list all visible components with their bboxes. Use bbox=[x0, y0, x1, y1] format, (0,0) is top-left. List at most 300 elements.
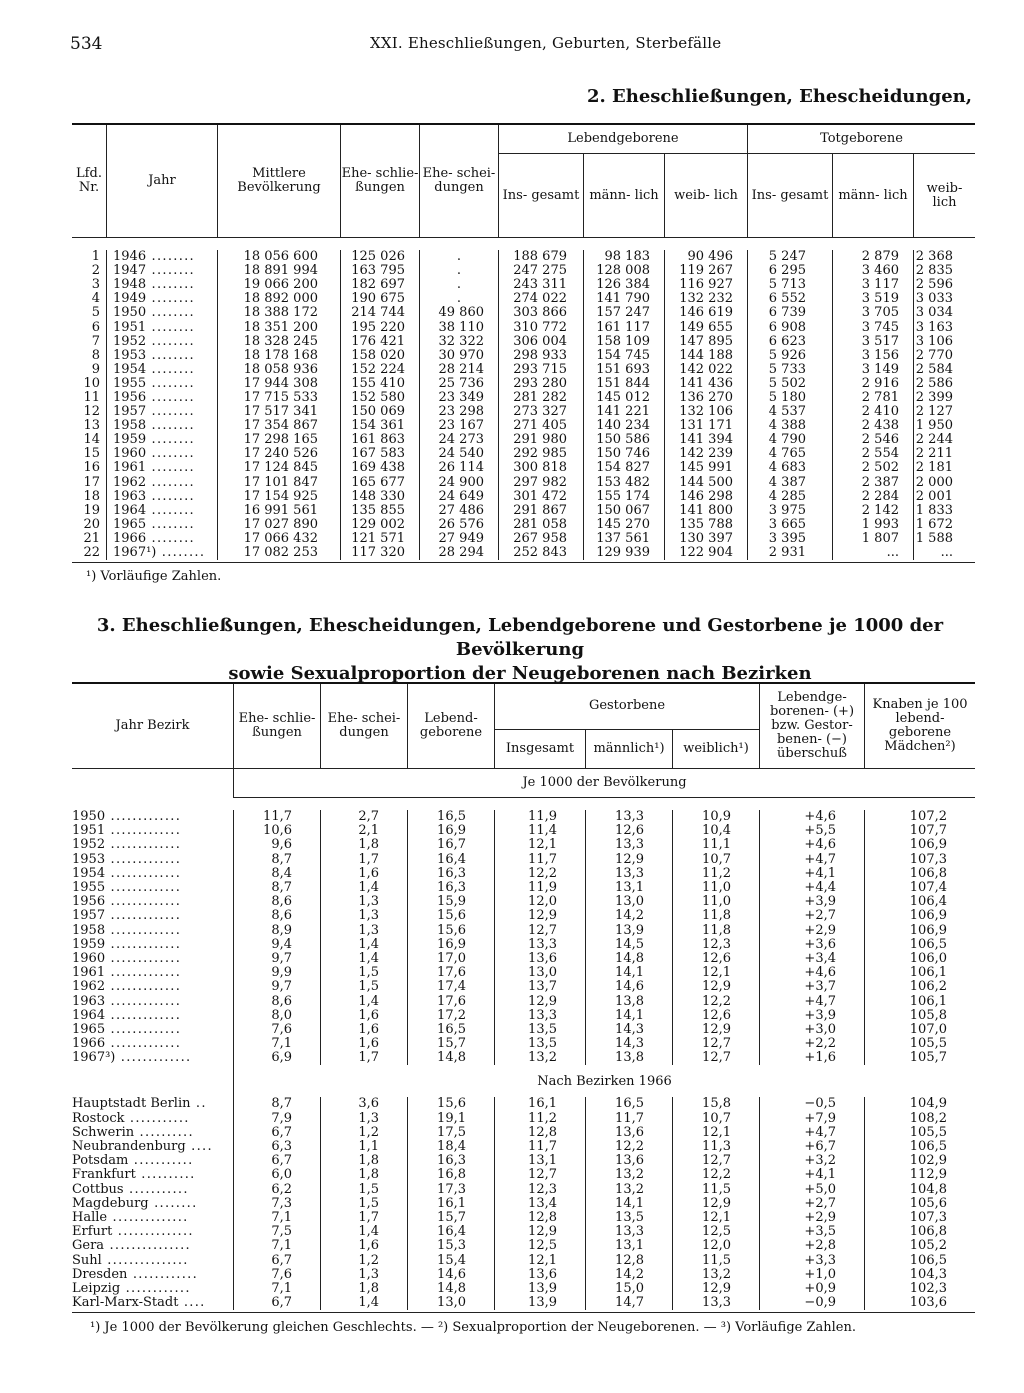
mittlere-bev-cell: 17 154 925 bbox=[218, 490, 341, 504]
jahr-cell bbox=[107, 264, 218, 278]
eheschl-cell: 7,1 bbox=[234, 1037, 321, 1051]
lfd-nr-cell: 20 bbox=[72, 518, 107, 532]
tot-insgesamt-cell: 5 247 bbox=[748, 250, 833, 264]
ehesch-cell: 1,1 bbox=[321, 1140, 408, 1154]
lebend-maennlich-cell: 155 174 bbox=[584, 490, 665, 504]
gest-maennlich-cell: 13,6 bbox=[586, 1154, 673, 1168]
gest-maennlich-cell: 13,8 bbox=[586, 1051, 673, 1065]
table-row bbox=[72, 1009, 975, 1023]
lfd-nr-cell: 18 bbox=[72, 490, 107, 504]
bezirk-label: Rostock bbox=[72, 1110, 125, 1126]
ueberschuss-cell: +4,6 bbox=[760, 966, 865, 980]
leader-dots: ........ bbox=[146, 488, 195, 504]
gest-insgesamt-cell: 13,5 bbox=[495, 1037, 586, 1051]
eheschl-cell: 154 361 bbox=[341, 419, 420, 433]
jahr-label: 1960 bbox=[113, 446, 147, 462]
lebend-cell: 16,3 bbox=[408, 867, 495, 881]
gest-weiblich-cell: 11,8 bbox=[673, 909, 760, 923]
header3-knaben: Knaben je 100 lebend- geborene Mädchen²) bbox=[872, 697, 968, 754]
gest-insgesamt-cell: 13,6 bbox=[495, 952, 586, 966]
eheschl-cell: 6,7 bbox=[234, 1126, 321, 1140]
jahr-cell bbox=[72, 838, 234, 852]
ueberschuss-cell: +2,9 bbox=[760, 924, 865, 938]
gest-maennlich-cell: 12,2 bbox=[586, 1140, 673, 1154]
gest-insgesamt-cell: 13,2 bbox=[495, 1051, 586, 1065]
gest-maennlich-cell: 14,2 bbox=[586, 1268, 673, 1282]
jahr-label: 1967³) bbox=[72, 1050, 116, 1066]
gest-weiblich-cell: 15,8 bbox=[673, 1097, 760, 1111]
tot-weiblich-cell: 2 368 bbox=[915, 249, 953, 265]
eheschl-cell: 8,7 bbox=[234, 881, 321, 895]
knaben-cell: 107,4 bbox=[909, 880, 947, 896]
bezirk-label: Neubrandenburg bbox=[72, 1139, 186, 1155]
table-row bbox=[72, 250, 975, 264]
ehesch-cell: 24 649 bbox=[420, 490, 499, 504]
gest-maennlich-cell: 13,9 bbox=[586, 924, 673, 938]
knaben-cell: 105,5 bbox=[909, 1124, 947, 1140]
ueberschuss-cell: +5,0 bbox=[760, 1183, 865, 1197]
header3-ehescheidungen: Ehe- schei- dungen bbox=[321, 683, 408, 769]
leader-dots: ............. bbox=[105, 1021, 182, 1037]
jahr-cell bbox=[72, 867, 234, 881]
tot-insgesamt-cell: 3 665 bbox=[748, 518, 833, 532]
gest-insgesamt-cell: 12,8 bbox=[495, 1211, 586, 1225]
tot-maennlich-cell: 2 284 bbox=[833, 490, 914, 504]
gest-weiblich-cell: 10,7 bbox=[673, 853, 760, 867]
bezirk-cell bbox=[72, 1296, 234, 1310]
header-ehescheidungen: Ehe- schei- dungen bbox=[420, 124, 499, 238]
lebend-cell: 15,6 bbox=[408, 909, 495, 923]
bezirk-label: Suhl bbox=[72, 1252, 102, 1268]
tot-weiblich-cell: 2 001 bbox=[915, 488, 953, 504]
mittlere-bev-cell: 18 388 172 bbox=[218, 306, 341, 320]
jahr-label: 1950 bbox=[72, 809, 106, 825]
lebend-weiblich-cell: 145 991 bbox=[665, 461, 748, 475]
gest-maennlich-cell: 13,3 bbox=[586, 1225, 673, 1239]
gest-maennlich-cell: 14,1 bbox=[586, 1197, 673, 1211]
eheschl-cell: 8,4 bbox=[234, 867, 321, 881]
table3-body bbox=[72, 810, 975, 1313]
table-row bbox=[72, 320, 975, 334]
gest-insgesamt-cell: 11,2 bbox=[495, 1112, 586, 1126]
tot-maennlich-cell: 2 879 bbox=[833, 250, 914, 264]
ueberschuss-cell: +2,9 bbox=[760, 1211, 865, 1225]
tot-insgesamt-cell: 4 537 bbox=[748, 405, 833, 419]
lebend-maennlich-cell: 151 844 bbox=[584, 377, 665, 391]
eheschl-cell: 195 220 bbox=[341, 320, 420, 334]
eheschl-cell: 150 069 bbox=[341, 405, 420, 419]
eheschl-cell: 7,3 bbox=[234, 1197, 321, 1211]
table3-title-line1: 3. Eheschließungen, Ehescheidungen, Lebendgeborene und Gestorbene je 1000 der Bevölkerung bbox=[96, 615, 944, 660]
table-row bbox=[72, 853, 975, 867]
bezirk-cell bbox=[72, 1126, 234, 1140]
ehesch-cell: 23 167 bbox=[420, 419, 499, 433]
lebend-cell: 15,7 bbox=[408, 1037, 495, 1051]
bezirk-label: Frankfurt bbox=[72, 1167, 136, 1183]
lebend-maennlich-cell: 150 067 bbox=[584, 504, 665, 518]
jahr-cell bbox=[107, 504, 218, 518]
mittlere-bev-cell: 18 892 000 bbox=[218, 292, 341, 306]
lebend-cell: 16,5 bbox=[408, 810, 495, 824]
lebend-maennlich-cell: 145 012 bbox=[584, 391, 665, 405]
gest-maennlich-cell: 13,1 bbox=[586, 881, 673, 895]
bezirk-cell bbox=[72, 1168, 234, 1182]
leader-dots: .... bbox=[178, 1295, 206, 1311]
mittlere-bev-cell: 17 944 308 bbox=[218, 377, 341, 391]
lebend-maennlich-cell: 150 746 bbox=[584, 447, 665, 461]
lebend-maennlich-cell: 151 693 bbox=[584, 363, 665, 377]
ueberschuss-cell: −0,9 bbox=[760, 1296, 865, 1310]
tot-insgesamt-cell: 5 713 bbox=[748, 278, 833, 292]
jahr-cell bbox=[72, 924, 234, 938]
lebend-weiblich-cell: 131 171 bbox=[665, 419, 748, 433]
eheschl-cell: 129 002 bbox=[341, 518, 420, 532]
jahr-cell bbox=[107, 546, 218, 560]
jahr-label: 1961 bbox=[72, 965, 106, 981]
gest-weiblich-cell: 12,6 bbox=[673, 952, 760, 966]
leader-dots: ............. bbox=[105, 908, 182, 924]
jahr-label: 1966 bbox=[72, 1036, 106, 1052]
table-row bbox=[72, 349, 975, 363]
jahr-cell bbox=[72, 824, 234, 838]
leader-dots: ............. bbox=[105, 993, 182, 1009]
ehesch-cell: 1,8 bbox=[321, 1154, 408, 1168]
gest-weiblich-cell: 10,4 bbox=[673, 824, 760, 838]
mittlere-bev-cell: 18 351 200 bbox=[218, 320, 341, 334]
lfd-nr-cell: 6 bbox=[72, 320, 107, 334]
gest-maennlich-cell: 11,7 bbox=[586, 1112, 673, 1126]
ueberschuss-cell: +3,7 bbox=[760, 980, 865, 994]
tot-weiblich-cell: 2 244 bbox=[915, 432, 953, 448]
ehesch-cell: 1,3 bbox=[321, 895, 408, 909]
gest-weiblich-cell: 11,5 bbox=[673, 1253, 760, 1267]
knaben-cell: 105,7 bbox=[909, 1050, 947, 1066]
lebend-weiblich-cell: 144 500 bbox=[665, 476, 748, 490]
gest-maennlich-cell: 13,0 bbox=[586, 895, 673, 909]
jahr-label: 1967¹) bbox=[113, 545, 157, 561]
ehesch-cell: 1,7 bbox=[321, 1051, 408, 1065]
jahr-label: 1965 bbox=[113, 516, 147, 532]
lfd-nr-cell: 14 bbox=[72, 433, 107, 447]
jahr-label: 1950 bbox=[113, 305, 147, 321]
lebend-weiblich-cell: 146 298 bbox=[665, 490, 748, 504]
gest-maennlich-cell: 13,2 bbox=[586, 1168, 673, 1182]
table-row bbox=[72, 278, 975, 292]
lebend-weiblich-cell: 146 619 bbox=[665, 306, 748, 320]
table-row bbox=[72, 952, 975, 966]
tot-maennlich-cell: 3 517 bbox=[833, 335, 914, 349]
lebend-weiblich-cell: 132 106 bbox=[665, 405, 748, 419]
knaben-cell: 106,0 bbox=[909, 950, 947, 966]
ehesch-cell: 32 322 bbox=[420, 335, 499, 349]
eheschl-cell: 9,9 bbox=[234, 966, 321, 980]
header-lfd-nr: Lfd. Nr. bbox=[72, 124, 107, 238]
leader-dots: ........ bbox=[148, 1195, 198, 1211]
tot-weiblich-cell: 2 211 bbox=[915, 446, 953, 462]
table-row bbox=[72, 881, 975, 895]
leader-dots: ............. bbox=[115, 1050, 192, 1066]
tot-insgesamt-cell: 6 552 bbox=[748, 292, 833, 306]
tot-maennlich-cell: 2 410 bbox=[833, 405, 914, 419]
gest-weiblich-cell: 13,3 bbox=[673, 1296, 760, 1310]
ehesch-cell: 1,6 bbox=[321, 1009, 408, 1023]
leader-dots: ........ bbox=[146, 277, 195, 293]
gest-insgesamt-cell: 13,0 bbox=[495, 966, 586, 980]
ehesch-cell: 28 294 bbox=[420, 546, 499, 560]
table-row bbox=[72, 1183, 975, 1197]
jahr-cell bbox=[107, 292, 218, 306]
lebend-cell: 14,6 bbox=[408, 1268, 495, 1282]
jahr-cell bbox=[72, 909, 234, 923]
jahr-label: 1964 bbox=[72, 1007, 106, 1023]
leader-dots: ............. bbox=[105, 851, 182, 867]
lebend-cell: 15,6 bbox=[408, 1097, 495, 1111]
ueberschuss-cell: +3,4 bbox=[760, 952, 865, 966]
gest-weiblich-cell: 12,6 bbox=[673, 1009, 760, 1023]
leader-dots: ............. bbox=[105, 979, 182, 995]
eheschl-cell: 158 020 bbox=[341, 349, 420, 363]
table-row bbox=[72, 1239, 975, 1253]
lebend-maennlich-cell: 154 827 bbox=[584, 461, 665, 475]
leader-dots: ............ bbox=[120, 1280, 191, 1296]
ueberschuss-cell: +4,6 bbox=[760, 810, 865, 824]
tot-weiblich-cell: 3 033 bbox=[915, 291, 953, 307]
tot-weiblich-cell: 2 835 bbox=[915, 263, 953, 279]
knaben-cell: 103,6 bbox=[909, 1295, 947, 1311]
knaben-cell: 107,3 bbox=[909, 1209, 947, 1225]
ehesch-cell: 1,4 bbox=[321, 938, 408, 952]
leader-dots: ........ bbox=[146, 460, 195, 476]
jahr-label: 1956 bbox=[113, 389, 147, 405]
bezirk-cell bbox=[72, 1140, 234, 1154]
gest-weiblich-cell: 11,3 bbox=[673, 1140, 760, 1154]
bezirk-cell bbox=[72, 1211, 234, 1225]
lebend-maennlich-cell: 129 939 bbox=[584, 546, 665, 560]
lfd-nr-cell: 11 bbox=[72, 391, 107, 405]
leader-dots: ............. bbox=[105, 823, 182, 839]
knaben-cell: 106,4 bbox=[909, 894, 947, 910]
tot-maennlich-cell: 2 142 bbox=[833, 504, 914, 518]
lebend-weiblich-cell: 144 188 bbox=[665, 349, 748, 363]
ueberschuss-cell: +3,9 bbox=[760, 895, 865, 909]
gest-weiblich-cell: 13,2 bbox=[673, 1268, 760, 1282]
eheschl-cell: 125 026 bbox=[341, 250, 420, 264]
leader-dots: ........ bbox=[146, 502, 195, 518]
bezirk-cell bbox=[72, 1268, 234, 1282]
tot-insgesamt-cell: 6 623 bbox=[748, 335, 833, 349]
ehesch-cell: 27 949 bbox=[420, 532, 499, 546]
header-lebend-weiblich: weib- lich bbox=[665, 154, 748, 238]
leader-dots: ........ bbox=[156, 545, 206, 561]
header-totgeborene: Totgeborene bbox=[748, 124, 976, 154]
eheschl-cell: 161 863 bbox=[341, 433, 420, 447]
lebend-cell: 19,1 bbox=[408, 1112, 495, 1126]
tot-weiblich-cell: 2 596 bbox=[915, 277, 953, 293]
jahr-cell bbox=[107, 433, 218, 447]
gest-weiblich-cell: 12,1 bbox=[673, 1211, 760, 1225]
eheschl-cell: 6,9 bbox=[234, 1051, 321, 1065]
lebend-cell: 17,4 bbox=[408, 980, 495, 994]
jahr-cell bbox=[107, 363, 218, 377]
ueberschuss-cell: +0,9 bbox=[760, 1282, 865, 1296]
gest-weiblich-cell: 12,9 bbox=[673, 1282, 760, 1296]
jahr-label: 1966 bbox=[113, 530, 147, 546]
eheschl-cell: 6,0 bbox=[234, 1168, 321, 1182]
table-row bbox=[72, 532, 975, 546]
tot-weiblich-cell: 3 163 bbox=[915, 319, 953, 335]
gest-maennlich-cell: 13,2 bbox=[586, 1183, 673, 1197]
lebend-cell: 17,6 bbox=[408, 994, 495, 1008]
leader-dots: ............. bbox=[105, 922, 182, 938]
lfd-nr-cell: 2 bbox=[72, 264, 107, 278]
jahr-cell bbox=[107, 320, 218, 334]
ehesch-cell: 2,1 bbox=[321, 824, 408, 838]
header3-lebendgeborene: Lebend- geborene bbox=[408, 683, 495, 769]
header-tot-maennlich: männ- lich bbox=[833, 154, 914, 238]
gest-weiblich-cell: 12,1 bbox=[673, 966, 760, 980]
leader-dots: ............. bbox=[105, 809, 182, 825]
lfd-nr-cell: 10 bbox=[72, 377, 107, 391]
tot-maennlich-cell: 3 149 bbox=[833, 363, 914, 377]
header3-eheschliessungen: Ehe- schlie- ßungen bbox=[234, 683, 321, 769]
jahr-cell bbox=[72, 1023, 234, 1037]
jahr-cell bbox=[107, 532, 218, 546]
eheschl-cell: 6,2 bbox=[234, 1183, 321, 1197]
gest-maennlich-cell: 13,1 bbox=[586, 1239, 673, 1253]
eheschl-cell: 10,6 bbox=[234, 824, 321, 838]
ehesch-cell: . bbox=[420, 264, 499, 278]
table-row bbox=[72, 1126, 975, 1140]
table3-footnote: ¹) Je 1000 der Bevölkerung gleichen Geschlechts. — ²) Sexualproportion der Neugeborenen. — ³) Vorläufige Zahlen. bbox=[90, 1320, 857, 1335]
jahr-cell bbox=[72, 1037, 234, 1051]
table-row bbox=[72, 810, 975, 824]
gest-insgesamt-cell: 16,1 bbox=[495, 1097, 586, 1111]
tot-weiblich-cell: 2 770 bbox=[915, 347, 953, 363]
mittlere-bev-cell: 17 240 526 bbox=[218, 447, 341, 461]
ehesch-cell: 1,4 bbox=[321, 881, 408, 895]
knaben-cell: 106,5 bbox=[909, 1252, 947, 1268]
lebend-cell: 17,6 bbox=[408, 966, 495, 980]
gest-insgesamt-cell: 13,5 bbox=[495, 1023, 586, 1037]
lebend-cell: 15,6 bbox=[408, 924, 495, 938]
gest-insgesamt-cell: 11,9 bbox=[495, 881, 586, 895]
table3-title bbox=[40, 614, 1000, 686]
jahr-cell bbox=[107, 447, 218, 461]
knaben-cell: 107,7 bbox=[909, 823, 947, 839]
gest-maennlich-cell: 14,8 bbox=[586, 952, 673, 966]
gest-maennlich-cell: 12,9 bbox=[586, 853, 673, 867]
table-row bbox=[72, 377, 975, 391]
tot-weiblich-cell: 2 584 bbox=[915, 361, 953, 377]
jahr-label: 1962 bbox=[72, 979, 106, 995]
jahr-label: 1959 bbox=[113, 432, 147, 448]
lebend-cell: 16,7 bbox=[408, 838, 495, 852]
leader-dots: ........ bbox=[146, 446, 195, 462]
jahr-label: 1963 bbox=[72, 993, 106, 1009]
lebend-cell: 15,7 bbox=[408, 1211, 495, 1225]
table-row bbox=[72, 895, 975, 909]
gest-insgesamt-cell: 12,7 bbox=[495, 1168, 586, 1182]
table-row bbox=[72, 938, 975, 952]
table-row bbox=[72, 433, 975, 447]
ehesch-cell: 1,5 bbox=[321, 1197, 408, 1211]
table-row bbox=[72, 909, 975, 923]
ueberschuss-cell: +2,7 bbox=[760, 909, 865, 923]
eheschl-cell: 8,6 bbox=[234, 909, 321, 923]
lebend-maennlich-cell: 137 561 bbox=[584, 532, 665, 546]
lebend-cell: 17,2 bbox=[408, 1009, 495, 1023]
lebend-cell: 16,9 bbox=[408, 938, 495, 952]
ueberschuss-cell: +1,0 bbox=[760, 1268, 865, 1282]
knaben-cell: 105,6 bbox=[909, 1195, 947, 1211]
lebend-insgesamt-cell: 281 282 bbox=[499, 391, 584, 405]
lebend-insgesamt-cell: 293 715 bbox=[499, 363, 584, 377]
ehesch-cell: 1,5 bbox=[321, 980, 408, 994]
gest-insgesamt-cell: 12,7 bbox=[495, 924, 586, 938]
leader-dots: ............. bbox=[105, 1007, 182, 1023]
eheschl-cell: 176 421 bbox=[341, 335, 420, 349]
mittlere-bev-cell: 17 715 533 bbox=[218, 391, 341, 405]
mittlere-bev-cell: 17 066 432 bbox=[218, 532, 341, 546]
gest-weiblich-cell: 11,5 bbox=[673, 1183, 760, 1197]
lebend-cell: 14,8 bbox=[408, 1282, 495, 1296]
eheschl-cell: 9,4 bbox=[234, 938, 321, 952]
ehesch-cell: 1,3 bbox=[321, 1268, 408, 1282]
gest-insgesamt-cell: 13,3 bbox=[495, 1009, 586, 1023]
jahr-label: 1958 bbox=[72, 922, 106, 938]
eheschl-cell: 9,7 bbox=[234, 980, 321, 994]
jahr-cell bbox=[107, 250, 218, 264]
gest-weiblich-cell: 12,7 bbox=[673, 1154, 760, 1168]
jahr-cell bbox=[72, 952, 234, 966]
tot-insgesamt-cell: 2 931 bbox=[748, 546, 833, 560]
ehesch-cell: 1,5 bbox=[321, 966, 408, 980]
table-row bbox=[72, 1097, 975, 1111]
tot-weiblich-cell: ... bbox=[940, 545, 953, 561]
tot-insgesamt-cell: 5 502 bbox=[748, 377, 833, 391]
leader-dots: ........ bbox=[146, 474, 195, 490]
ehesch-cell: 1,6 bbox=[321, 867, 408, 881]
jahr-cell bbox=[107, 518, 218, 532]
lebend-maennlich-cell: 141 221 bbox=[584, 405, 665, 419]
tot-insgesamt-cell: 4 765 bbox=[748, 447, 833, 461]
tot-maennlich-cell: 2 387 bbox=[833, 476, 914, 490]
tot-weiblich-cell: 3 034 bbox=[915, 305, 953, 321]
knaben-cell: 106,1 bbox=[909, 965, 947, 981]
bezirk-cell bbox=[72, 1154, 234, 1168]
gest-weiblich-cell: 12,9 bbox=[673, 980, 760, 994]
table-row bbox=[72, 1225, 975, 1239]
gest-weiblich-cell: 11,0 bbox=[673, 895, 760, 909]
lebend-insgesamt-cell: 271 405 bbox=[499, 419, 584, 433]
gest-insgesamt-cell: 12,0 bbox=[495, 895, 586, 909]
eheschl-cell: 117 320 bbox=[341, 546, 420, 560]
ueberschuss-cell: +3,2 bbox=[760, 1154, 865, 1168]
ehesch-cell: 1,3 bbox=[321, 909, 408, 923]
tot-maennlich-cell: 3 117 bbox=[833, 278, 914, 292]
knaben-cell: 105,5 bbox=[909, 1036, 947, 1052]
mittlere-bev-cell: 18 058 936 bbox=[218, 363, 341, 377]
leader-dots: ........ bbox=[146, 291, 195, 307]
table-row bbox=[72, 1197, 975, 1211]
lfd-nr-cell: 1 bbox=[72, 250, 107, 264]
leader-dots: ........ bbox=[146, 319, 195, 335]
header-lebendgeborene: Lebendgeborene bbox=[499, 124, 748, 154]
tot-weiblich-cell: 1 672 bbox=[915, 516, 953, 532]
tot-insgesamt-cell: 6 739 bbox=[748, 306, 833, 320]
lfd-nr-cell: 8 bbox=[72, 349, 107, 363]
knaben-cell: 105,8 bbox=[909, 1007, 947, 1023]
